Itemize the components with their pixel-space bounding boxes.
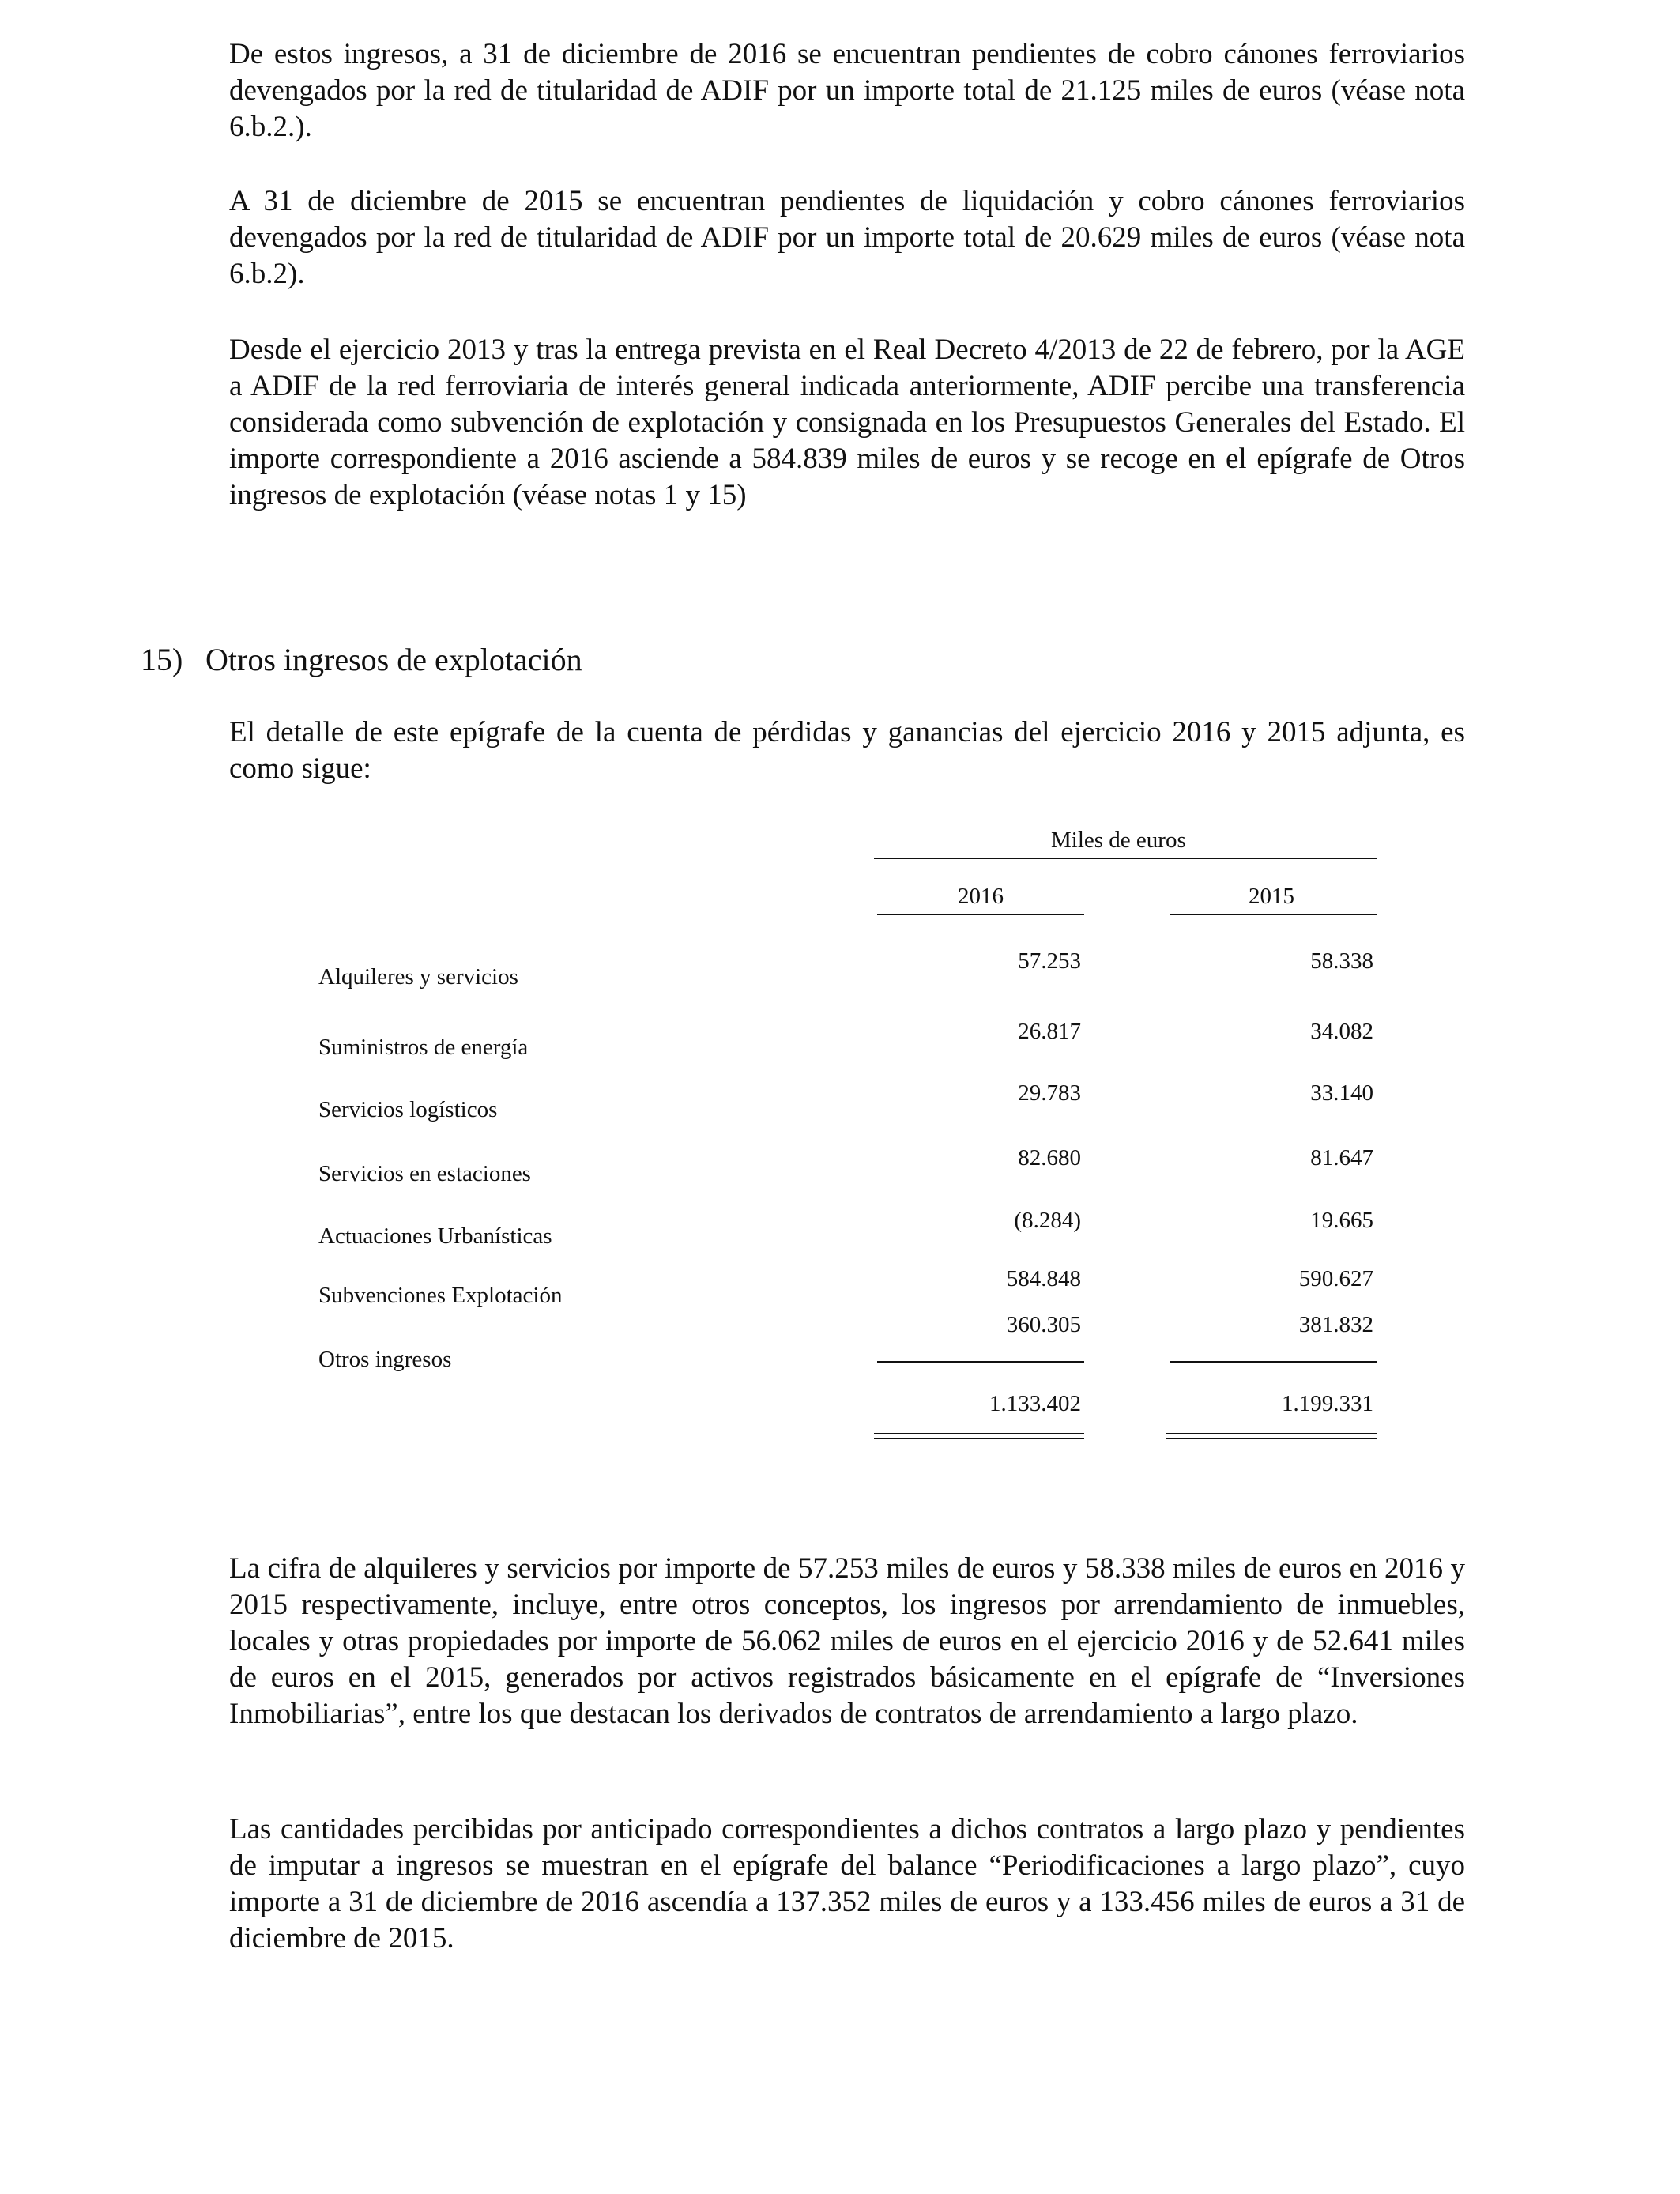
column-rule-2016 xyxy=(877,914,1084,915)
row-value-2015: 19.665 xyxy=(1310,1208,1373,1233)
row-value-2015: 81.647 xyxy=(1310,1145,1373,1171)
row-value-2015: 381.832 xyxy=(1298,1312,1373,1337)
row-value-2016: 26.817 xyxy=(1018,1019,1081,1044)
row-value-2016: 584.848 xyxy=(1006,1266,1081,1291)
row-label: Servicios en estaciones xyxy=(318,1161,531,1186)
row-label: Subvenciones Explotación xyxy=(318,1283,563,1308)
total-value-2016: 1.133.402 xyxy=(989,1391,1081,1416)
column-header-2015: 2015 xyxy=(1249,884,1294,909)
paragraph-deferred-income: Las cantidades percibidas por anticipado correspondientes a dichos contratos a largo plazo y pendientes de imputar a ingresos se muestran en el epígrafe del balance “Periodificaciones a largo plazo”, cuyo importe a 31 de diciembre de 2016 ascendía a 137.352 miles de euros y a 133.456 miles de euros a 31 de diciembre de 2015. xyxy=(229,1813,1465,1955)
table-unit-header: Miles de euros xyxy=(1051,827,1186,853)
subtotal-rule-2015 xyxy=(1170,1361,1377,1363)
section-heading xyxy=(141,640,582,680)
section-title: Otros ingresos de explotación xyxy=(205,642,582,677)
row-value-2015: 33.140 xyxy=(1310,1080,1373,1106)
row-label: Servicios logísticos xyxy=(318,1097,498,1122)
row-label: Suministros de energía xyxy=(318,1035,529,1060)
column-header-2016: 2016 xyxy=(958,884,1004,909)
total-double-rule-2016 xyxy=(874,1433,1084,1439)
paragraph-operating-subsidy: Desde el ejercicio 2013 y tras la entrega prevista en el Real Decreto 4/2013 de 22 de febrero, por la AGE a ADIF de la red ferroviaria de interés general indicada anteriormente, ADIF percibe una transferencia considerada como subvención de explotación y consignada en los Presupuestos Generales del Estado. El importe correspondiente a 2016 asciende a 584.839 miles de euros y se recoge en el epígrafe de Otros ingresos de explotación (véase notas 1 y 15) xyxy=(229,334,1465,511)
column-rule-2015 xyxy=(1170,914,1377,915)
row-value-2016: 360.305 xyxy=(1006,1312,1081,1337)
row-value-2015: 34.082 xyxy=(1310,1019,1373,1044)
total-double-rule-2015 xyxy=(1166,1433,1377,1439)
row-value-2016: 57.253 xyxy=(1018,948,1081,974)
row-value-2015: 58.338 xyxy=(1310,948,1373,974)
paragraph-pending-fees-2015: A 31 de diciembre de 2015 se encuentran pendientes de liquidación y cobro cánones ferroviarios devengados por la red de titularidad de ADIF por un importe total de 20.629 miles de euros (véase nota 6.b.2). xyxy=(229,185,1465,290)
row-label: Otros ingresos xyxy=(318,1347,452,1372)
row-value-2016: 82.680 xyxy=(1018,1145,1081,1171)
row-value-2015: 590.627 xyxy=(1298,1266,1373,1291)
row-value-2016: 29.783 xyxy=(1018,1080,1081,1106)
row-value-2016: (8.284) xyxy=(1014,1208,1081,1233)
section-number: 15) xyxy=(141,642,183,677)
paragraph-pending-fees-2016: De estos ingresos, a 31 de diciembre de 2016 se encuentran pendientes de cobro cánones ferroviarios devengados por la red de titularidad de ADIF por un importe total de 21.125 miles de euros (véase nota 6.b.2.). xyxy=(229,38,1465,143)
paragraph-rentals-explanation: La cifra de alquileres y servicios por importe de 57.253 miles de euros y 58.338 miles de euros en 2016 y 2015 respectivamente, incluye, entre otros conceptos, los ingresos por arrendamiento de inmuebles, locales y otras propiedades por importe de 56.062 miles de euros en el ejercicio 2016 y de 52.641 miles de euros en el 2015, generados por activos registrados básicamente en el epígrafe de “Inversiones Inmobiliarias”, entre los que destacan los derivados de contratos de arrendamiento a largo plazo. xyxy=(229,1552,1465,1730)
paragraph-table-intro: El detalle de este epígrafe de la cuenta de pérdidas y ganancias del ejercicio 2016 y 2015 adjunta, es como sigue: xyxy=(229,716,1465,785)
row-label: Alquileres y servicios xyxy=(318,964,518,990)
subtotal-rule-2016 xyxy=(877,1361,1084,1363)
row-label: Actuaciones Urbanísticas xyxy=(318,1223,552,1249)
total-value-2015: 1.199.331 xyxy=(1282,1391,1373,1416)
header-rule xyxy=(874,858,1377,859)
